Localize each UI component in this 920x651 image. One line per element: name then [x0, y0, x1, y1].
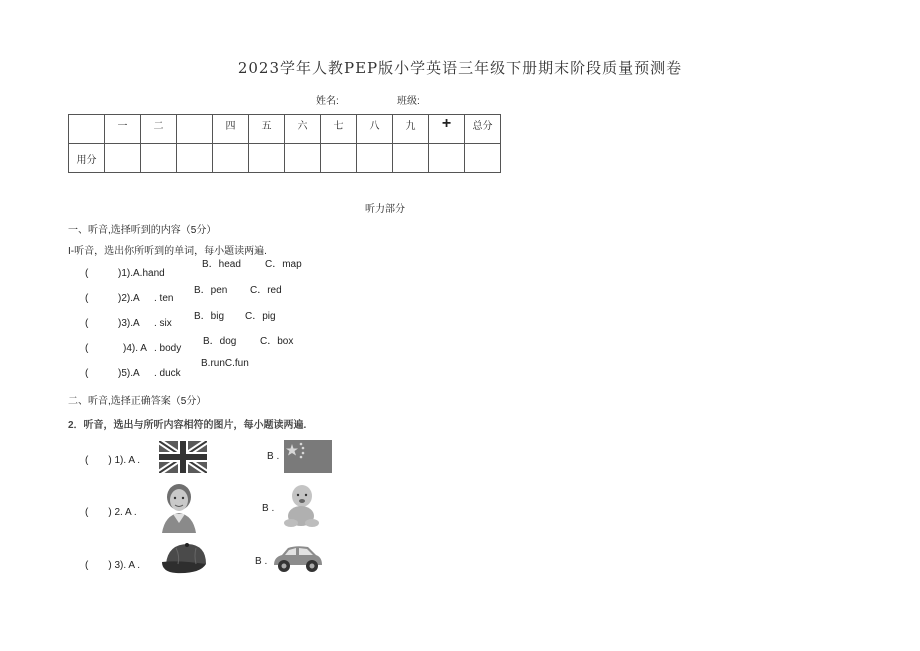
q1-option-a: )1).A.hand: [118, 268, 165, 279]
p2-q2-label: ( ) 2. A .: [85, 507, 137, 518]
q5-number: )5).A: [118, 368, 140, 379]
q5-option-a: . duck: [154, 368, 181, 379]
uk-flag-image: [159, 441, 207, 473]
score-input-cell[interactable]: [249, 144, 285, 173]
score-input-cell[interactable]: [285, 144, 321, 173]
score-cell: +: [429, 115, 465, 144]
page-title: 2023学年人教PEP版小学英语三年级下册期末阶段质量预测卷: [237, 59, 683, 77]
q1-option-b: B．head: [202, 259, 241, 270]
car-image: [270, 543, 324, 575]
q2-option-c: C．red: [250, 285, 282, 296]
score-cell: 九: [393, 115, 429, 144]
q4-option-c: C．box: [260, 336, 294, 347]
score-cell: 总分: [465, 115, 501, 144]
class-label: 班级:: [397, 96, 420, 107]
name-label: 姓名:: [316, 96, 339, 107]
q4-paren: (: [85, 343, 89, 354]
q3-paren: (: [85, 318, 89, 329]
part2-instruction: 2．听音，选出与所听内容相符的图片，每小题读两遍.: [68, 420, 307, 431]
q3-option-c: C．pig: [245, 311, 276, 322]
p2-q3-label: ( ) 3). A .: [85, 560, 141, 571]
q3-number: )3).A: [118, 318, 140, 329]
score-input-cell[interactable]: [213, 144, 249, 173]
part2-heading: 二、听音,选择正确答案（5分）: [68, 396, 207, 407]
score-cell: 七: [321, 115, 357, 144]
q2-option-b: B．pen: [194, 285, 228, 296]
q3-option-b: B．big: [194, 311, 225, 322]
q4-option-b: B．dog: [203, 336, 237, 347]
score-cell: 二: [141, 115, 177, 144]
listening-title: 听力部分: [365, 204, 405, 215]
q1-option-c: C．map: [265, 259, 302, 270]
score-cell: 五: [249, 115, 285, 144]
q4-number: )4). A: [123, 343, 147, 354]
q3-option-a: . six: [154, 318, 172, 329]
score-input-cell[interactable]: [393, 144, 429, 173]
p2-q1-label: ( ) 1). A .: [85, 455, 141, 466]
score-input-cell[interactable]: [141, 144, 177, 173]
q2-option-a: . ten: [154, 293, 174, 304]
q4-option-a: . body: [154, 343, 182, 354]
score-value-row: [69, 144, 501, 173]
score-input-cell[interactable]: [429, 144, 465, 173]
score-input-cell[interactable]: [357, 144, 393, 173]
q1-paren: (: [85, 268, 89, 279]
china-flag-image: [284, 440, 332, 473]
score-header-row: [69, 115, 501, 144]
score-cell: [69, 115, 105, 144]
part1-instruction: I-听音，选出你所听到的单词，每小题读两遍.: [68, 246, 267, 257]
score-cell: 四: [213, 115, 249, 144]
score-input-cell[interactable]: [321, 144, 357, 173]
cap-image: [156, 540, 212, 578]
part1-heading: 一、听音,选择听到的内容（5分）: [68, 225, 217, 236]
score-input-cell[interactable]: [105, 144, 141, 173]
score-row-label: 用分: [69, 144, 105, 173]
score-cell: [177, 115, 213, 144]
score-cell: 六: [285, 115, 321, 144]
score-cell: 八: [357, 115, 393, 144]
p2-q1-option-b: B .: [267, 451, 280, 462]
grandmother-image: [159, 481, 199, 533]
p2-q2-option-b: B .: [262, 503, 275, 514]
score-input-cell[interactable]: [465, 144, 501, 173]
score-table: [68, 114, 501, 173]
q2-number: )2).A: [118, 293, 140, 304]
q5-paren: (: [85, 368, 89, 379]
q5-option-bc: B.runC.fun: [201, 358, 249, 369]
score-cell: 一: [105, 115, 141, 144]
p2-q3-option-b: B .: [255, 556, 268, 567]
score-input-cell[interactable]: [177, 144, 213, 173]
baby-image: [281, 483, 321, 529]
q2-paren: (: [85, 293, 89, 304]
